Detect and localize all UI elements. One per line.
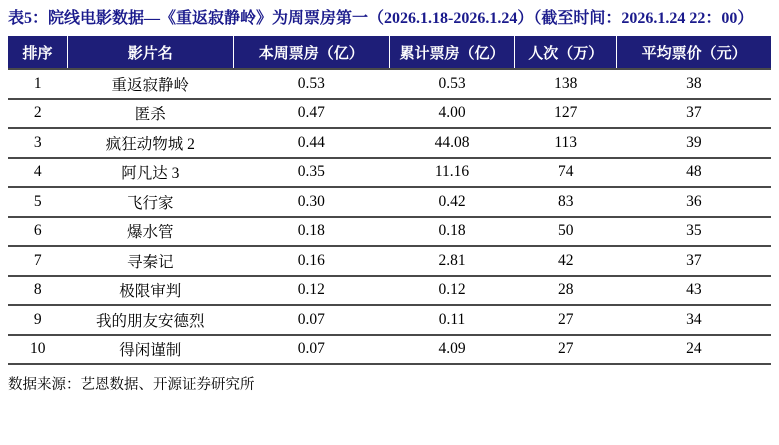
value-cell: 35 bbox=[617, 217, 771, 247]
rank-cell: 5 bbox=[8, 187, 68, 217]
header-cell: 排序 bbox=[8, 36, 68, 69]
movie-name-cell: 我的朋友安德烈 bbox=[68, 305, 234, 335]
value-cell: 27 bbox=[515, 305, 617, 335]
value-cell: 48 bbox=[617, 158, 771, 188]
movie-name-cell: 重返寂静岭 bbox=[68, 69, 234, 99]
value-cell: 0.07 bbox=[233, 335, 389, 365]
rank-cell: 7 bbox=[8, 246, 68, 276]
box-office-table bbox=[8, 36, 771, 365]
value-cell: 0.47 bbox=[233, 99, 389, 129]
table-body bbox=[8, 69, 771, 364]
value-cell: 34 bbox=[617, 305, 771, 335]
table-row bbox=[8, 335, 771, 365]
table-row bbox=[8, 246, 771, 276]
rank-cell: 9 bbox=[8, 305, 68, 335]
header-cell: 累计票房（亿） bbox=[389, 36, 514, 69]
value-cell: 27 bbox=[515, 335, 617, 365]
table-row bbox=[8, 128, 771, 158]
header-cell: 人次（万） bbox=[515, 36, 617, 69]
value-cell: 37 bbox=[617, 99, 771, 129]
value-cell: 0.35 bbox=[233, 158, 389, 188]
table-row bbox=[8, 99, 771, 129]
movie-name-cell: 得闲谨制 bbox=[68, 335, 234, 365]
rank-cell: 3 bbox=[8, 128, 68, 158]
value-cell: 42 bbox=[515, 246, 617, 276]
table-title: 表5：院线电影数据—《重返寂静岭》为周票房第一（2026.1.18-2026.1.24）（截至时间：2026.1.24 22：00） bbox=[8, 10, 754, 27]
value-cell: 0.12 bbox=[389, 276, 514, 306]
data-source-note: 数据来源：艺恩数据、开源证券研究所 bbox=[8, 377, 255, 394]
table-header bbox=[8, 36, 771, 69]
movie-name-cell: 阿凡达 3 bbox=[68, 158, 234, 188]
table-row bbox=[8, 305, 771, 335]
value-cell: 50 bbox=[515, 217, 617, 247]
value-cell: 74 bbox=[515, 158, 617, 188]
value-cell: 83 bbox=[515, 187, 617, 217]
value-cell: 0.11 bbox=[389, 305, 514, 335]
movie-name-cell: 飞行家 bbox=[68, 187, 234, 217]
value-cell: 0.42 bbox=[389, 187, 514, 217]
value-cell: 113 bbox=[515, 128, 617, 158]
value-cell: 0.53 bbox=[233, 69, 389, 99]
value-cell: 38 bbox=[617, 69, 771, 99]
value-cell: 4.09 bbox=[389, 335, 514, 365]
value-cell: 0.30 bbox=[233, 187, 389, 217]
value-cell: 39 bbox=[617, 128, 771, 158]
value-cell: 24 bbox=[617, 335, 771, 365]
value-cell: 0.18 bbox=[389, 217, 514, 247]
movie-name-cell: 极限审判 bbox=[68, 276, 234, 306]
movie-name-cell: 匿杀 bbox=[68, 99, 234, 129]
value-cell: 0.12 bbox=[233, 276, 389, 306]
table-row bbox=[8, 158, 771, 188]
rank-cell: 8 bbox=[8, 276, 68, 306]
value-cell: 28 bbox=[515, 276, 617, 306]
value-cell: 36 bbox=[617, 187, 771, 217]
header-cell: 影片名 bbox=[68, 36, 234, 69]
table-row bbox=[8, 276, 771, 306]
value-cell: 44.08 bbox=[389, 128, 514, 158]
rank-cell: 1 bbox=[8, 69, 68, 99]
value-cell: 0.18 bbox=[233, 217, 389, 247]
header-cell: 平均票价（元） bbox=[617, 36, 771, 69]
value-cell: 11.16 bbox=[389, 158, 514, 188]
rank-cell: 10 bbox=[8, 335, 68, 365]
table-row bbox=[8, 217, 771, 247]
movie-name-cell: 寻秦记 bbox=[68, 246, 234, 276]
rank-cell: 4 bbox=[8, 158, 68, 188]
header-cell: 本周票房（亿） bbox=[233, 36, 389, 69]
value-cell: 2.81 bbox=[389, 246, 514, 276]
value-cell: 43 bbox=[617, 276, 771, 306]
value-cell: 0.44 bbox=[233, 128, 389, 158]
value-cell: 0.07 bbox=[233, 305, 389, 335]
movie-name-cell: 疯狂动物城 2 bbox=[68, 128, 234, 158]
value-cell: 127 bbox=[515, 99, 617, 129]
table-row bbox=[8, 187, 771, 217]
value-cell: 0.16 bbox=[233, 246, 389, 276]
movie-name-cell: 爆水管 bbox=[68, 217, 234, 247]
rank-cell: 2 bbox=[8, 99, 68, 129]
table-row bbox=[8, 69, 771, 99]
value-cell: 4.00 bbox=[389, 99, 514, 129]
value-cell: 37 bbox=[617, 246, 771, 276]
value-cell: 0.53 bbox=[389, 69, 514, 99]
value-cell: 138 bbox=[515, 69, 617, 99]
header-row bbox=[8, 36, 771, 69]
rank-cell: 6 bbox=[8, 217, 68, 247]
